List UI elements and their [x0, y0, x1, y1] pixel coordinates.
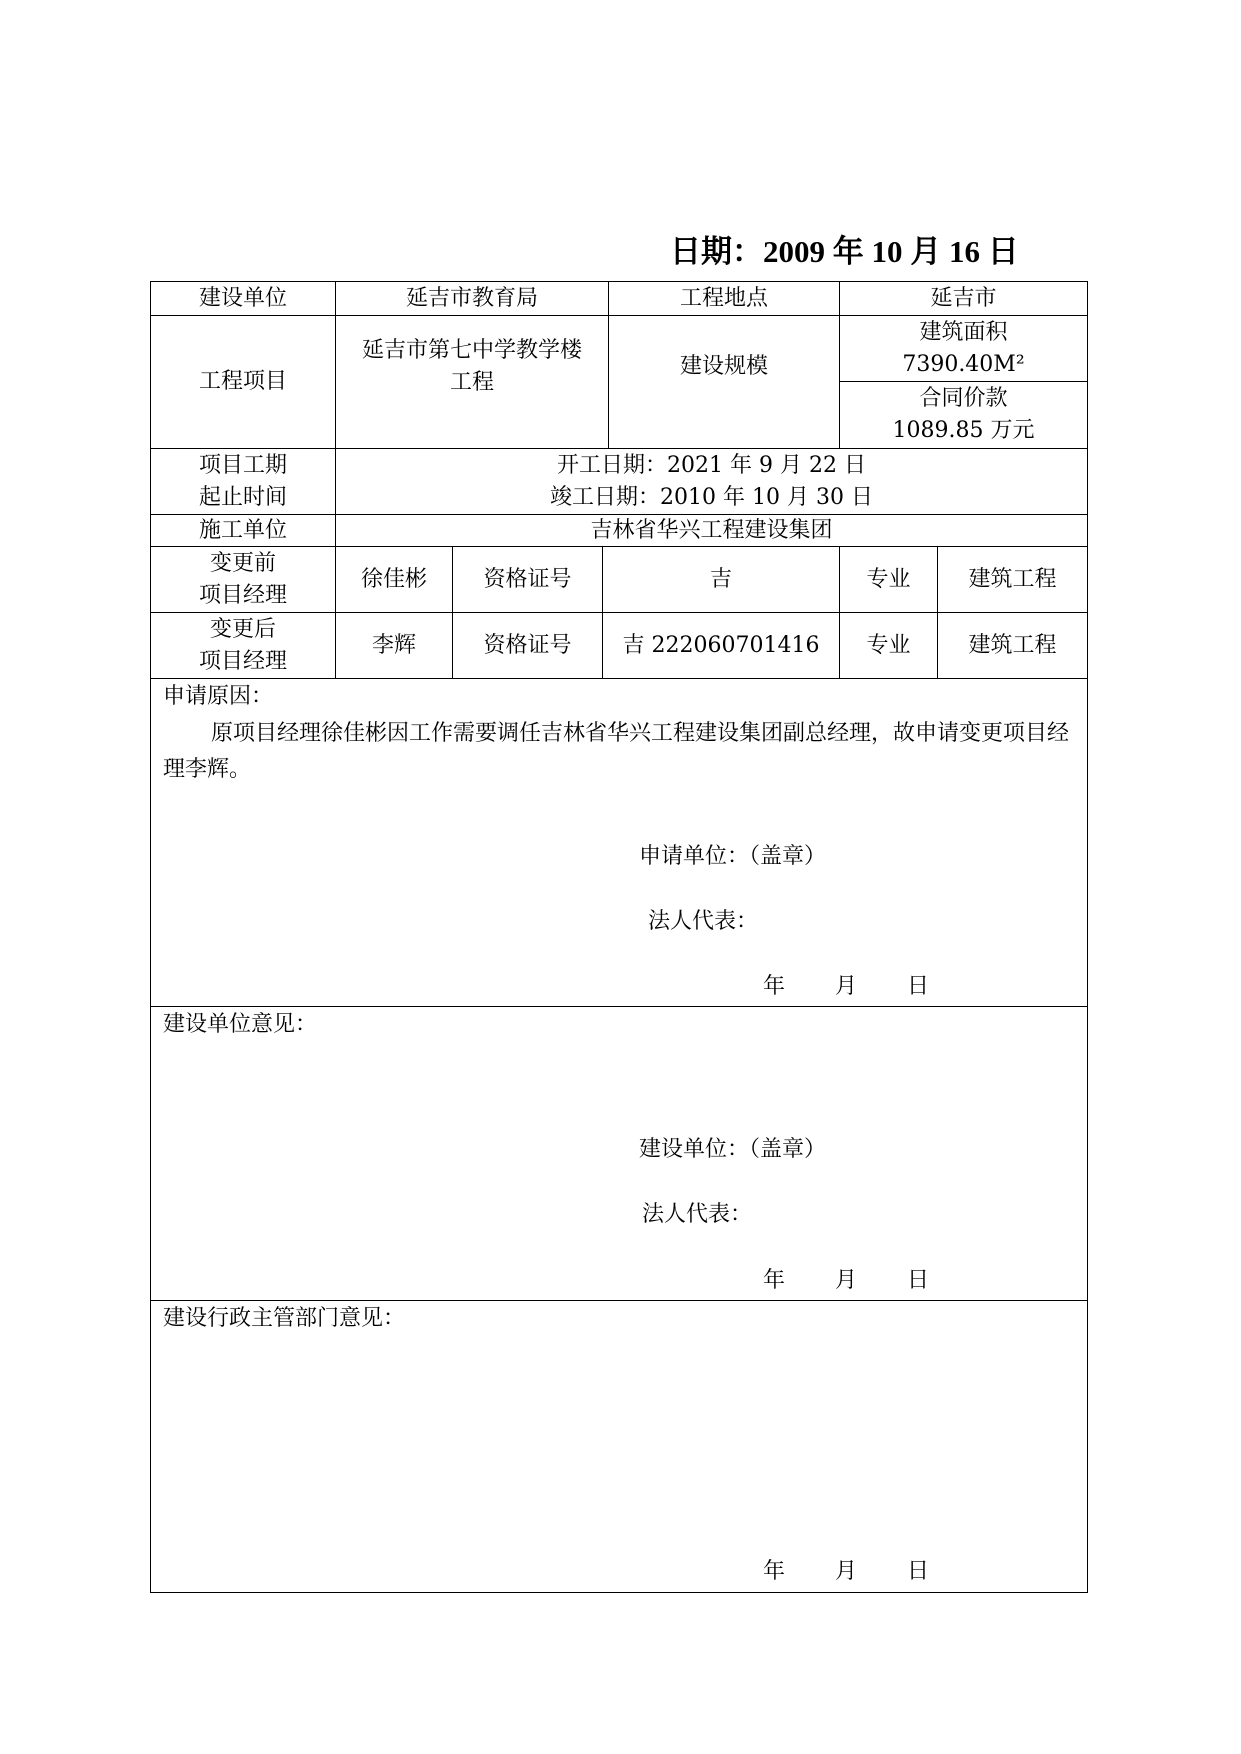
before-cert-value: 吉: [602, 546, 840, 613]
start-date: 开工日期：2021 年 9 月 22 日: [557, 452, 866, 478]
price-cell: [839, 381, 1088, 449]
application-reason-section: [150, 678, 1088, 1007]
after-manager-label: [150, 612, 336, 679]
scale-label-text: 建设规模: [679, 354, 768, 379]
location-value: 延吉市: [839, 281, 1088, 316]
scale-label: [608, 315, 840, 449]
document-date: 日期：2009 年 10 月 16 日: [670, 234, 1019, 269]
before-manager-label: [150, 546, 336, 613]
admin-date-month: 月: [835, 1559, 858, 1584]
reason-text: 原项目经理徐佳彬因工作需要调任吉林省华兴工程建设集团副总经理，故申请变更项目经理李辉。: [163, 721, 1070, 782]
after-label-line-2: 项目经理: [198, 648, 287, 674]
admin-opinion-label: 建设行政主管部门意见：: [163, 1306, 406, 1331]
owner-legal-rep: 法人代表：: [642, 1202, 753, 1227]
price-value: 1089.85 万元: [892, 418, 1035, 443]
project-label: 工程项目: [150, 315, 336, 449]
area-value: 7390.40M²: [902, 351, 1025, 377]
owner-date: [763, 1263, 929, 1299]
project-value-line-2: 工程: [449, 370, 494, 395]
reason-label: 申请原因：: [163, 684, 274, 709]
period-label-line-2: 起止时间: [198, 484, 287, 510]
owner-opinion-label: 建设单位意见：: [163, 1012, 318, 1037]
end-date: 竣工日期：2010 年 10 月 30 日: [550, 484, 873, 510]
after-cert-value: 吉 222060701416: [602, 612, 840, 679]
admin-date-day: 日: [907, 1559, 930, 1584]
after-label-line-1: 变更后: [209, 616, 276, 642]
admin-date-year: 年: [763, 1559, 786, 1584]
project-value: [335, 315, 609, 449]
owner-opinion-section: [150, 1006, 1088, 1301]
change-application-table: [150, 281, 1088, 1593]
after-cert-label: 资格证号: [452, 612, 603, 679]
after-manager-name: 李辉: [335, 612, 453, 679]
reason-date-day: 日: [907, 974, 930, 999]
before-major-value: 建筑工程: [937, 546, 1088, 613]
after-major-label: 专业: [839, 612, 938, 679]
before-major-label: 专业: [839, 546, 938, 613]
owner-date-month: 月: [835, 1268, 858, 1293]
reason-date-month: 月: [835, 974, 858, 999]
area-cell: [839, 315, 1088, 382]
price-label: 合同价款: [919, 386, 1008, 411]
period-label-line-1: 项目工期: [198, 452, 287, 478]
reason-date-year: 年: [763, 974, 786, 999]
owner-stamp: 建设单位：（盖章）: [639, 1137, 827, 1162]
owner-date-year: 年: [763, 1268, 786, 1293]
admin-opinion-section: [150, 1300, 1088, 1593]
location-label: 工程地点: [608, 281, 840, 316]
project-value-line-1: 延吉市第七中学教学楼: [361, 338, 582, 363]
reason-date: [763, 969, 929, 1005]
period-value: [335, 448, 1088, 515]
before-manager-name: 徐佳彬: [335, 546, 453, 613]
period-label: [150, 448, 336, 515]
owner-date-day: 日: [907, 1268, 930, 1293]
unit-value: 延吉市教育局: [335, 281, 609, 316]
after-major-value: 建筑工程: [937, 612, 1088, 679]
area-label: 建筑面积: [919, 319, 1008, 345]
before-cert-label: 资格证号: [452, 546, 603, 613]
contractor-label: 施工单位: [150, 514, 336, 547]
admin-date: [763, 1554, 929, 1590]
contractor-value: 吉林省华兴工程建设集团: [335, 514, 1088, 547]
applicant-legal-rep: 法人代表：: [648, 909, 759, 934]
before-label-line-1: 变更前: [209, 550, 276, 576]
before-label-line-2: 项目经理: [198, 582, 287, 608]
applicant-stamp: 申请单位：（盖章）: [639, 844, 827, 869]
unit-label: 建设单位: [150, 281, 336, 316]
